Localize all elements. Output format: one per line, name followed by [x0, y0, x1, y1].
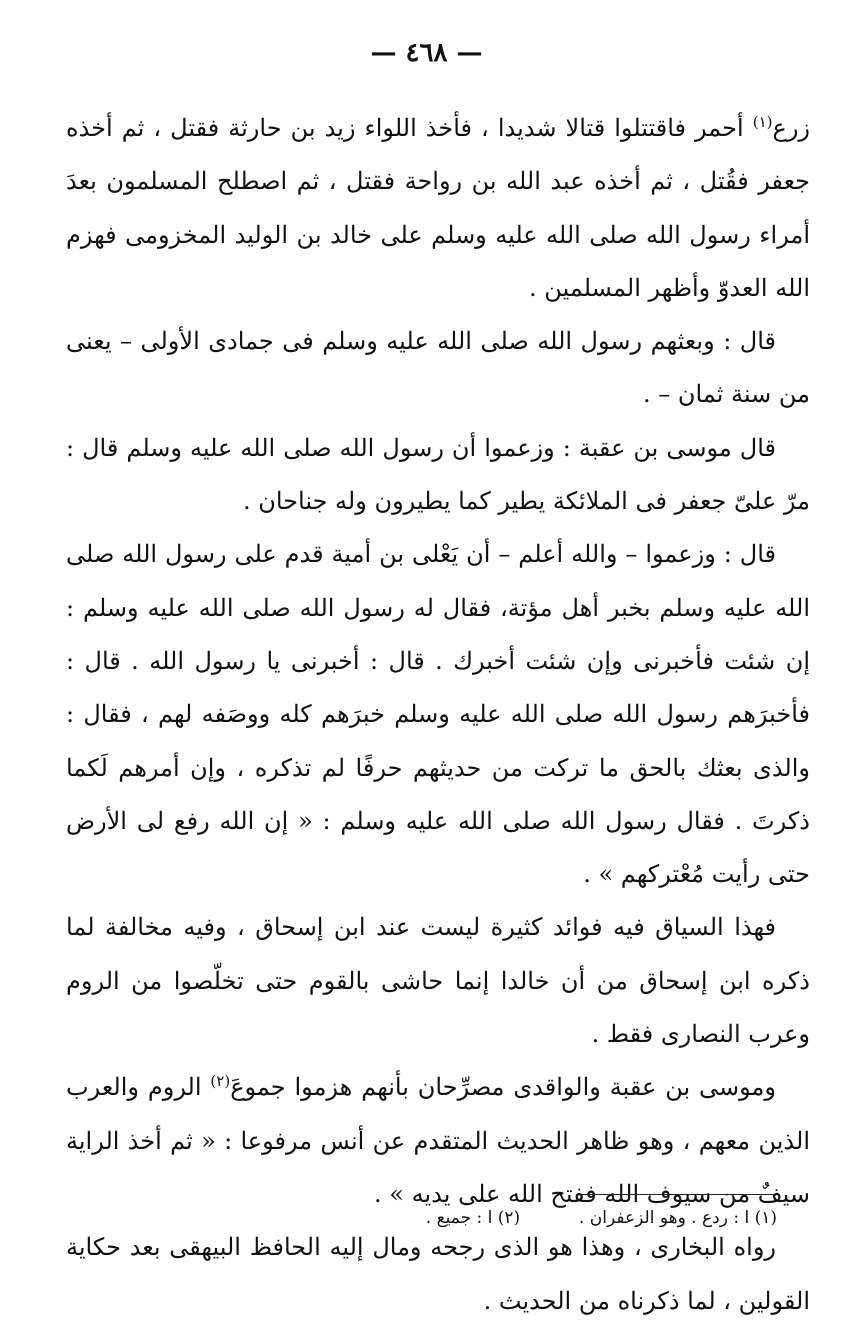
- paragraph: [66, 1061, 810, 1221]
- footnote-2: (٢) ا : جميع .: [425, 1208, 521, 1228]
- paragraph: [66, 315, 810, 422]
- footnote-1: (١) ا : ردع . وهو الزعفران .: [579, 1208, 777, 1228]
- paragraph-text: قال : وزعموا – والله أعلم – أن يَعْلى بن أمية قدم على رسول الله صلى الله عليه وسلم بخبر أهل مؤتة، فقال له رسول الله صلى الله عليه وسلم : إن شئت فأخبرنى وإن شئت أخبرك . قال : أخبرنى يا رسول الله . قال : فأخبرَهم رسول الله صلى الله عليه وسلم خبرَهم كله ووصَفه لهم ، فقال : والذى بعثك بالحق ما تركت من حديثهم حرفًا لم تذكره ، وإن أمرهم لَكما ذكرتَ . فقال رسول الله صلى الله عليه وسلم : « إن الله رفع لى الأرض حتى رأيت مُعْتركهم » .: [66, 540, 810, 889]
- paragraph-text: قال موسى بن عقبة : وزعموا أن رسول الله صلى الله عليه وسلم قال : مرّ علىّ جعفر فى الملائكة يطير كما يطيرون وله جناحان .: [66, 433, 810, 516]
- paragraph: [66, 422, 810, 529]
- paragraph-text: قال : وبعثهم رسول الله صلى الله عليه وسلم فى جمادى الأولى – يعنى من سنة ثمان – .: [66, 327, 810, 409]
- paragraph: [66, 901, 810, 1061]
- paragraph-text: وموسى بن عقبة والواقدى مصرِّحان بأنهم هزموا جموعَ: [230, 1073, 776, 1102]
- page-number: — ٤٦٨ —: [370, 38, 483, 68]
- footnotes: [257, 1200, 777, 1236]
- paragraph: [66, 102, 810, 315]
- footnote-divider: [579, 1194, 777, 1195]
- paragraph-text: رواه البخارى ، وهذا هو الذى رجحه ومال إليه الحافظ البيهقى بعد حكاية القولين ، لما ذكرناه من الحديث .: [66, 1233, 810, 1315]
- body-text: [66, 102, 810, 1328]
- paragraph-text: أحمر فاقتتلوا قتالا شديدا ، فأخذ اللواء زيد بن حارثة فقتل ، ثم أخذه جعفر فقُتل ، ثم أخذه عبد الله بن رواحة فقتل ، ثم اصطلح المسلمون بعدَ أمراء رسول الله صلى الله عليه وسلم على خالد بن الوليد المخزومى فهزم الله العدوّ وأظهر المسلمين .: [66, 114, 810, 302]
- paragraph-text: زرع: [772, 114, 810, 142]
- paragraph-text: الروم والعرب الذين معهم ، وهو ظاهر الحديث المتقدم عن أنس مرفوعا : « ثم أخذ الراية سيفٌ من سيوف الله ففتح الله على يديه » .: [66, 1073, 810, 1208]
- footnote-reference: (١): [752, 113, 773, 131]
- paragraph-text: فهذا السياق فيه فوائد كثيرة ليست عند ابن إسحاق ، وفيه مخالفة لما ذكره ابن إسحاق من أن خالدا إنما حاشى بالقوم حتى تخلّصوا من الروم وعرب النصارى فقط .: [66, 913, 810, 1049]
- paragraph: [66, 528, 810, 901]
- paragraph: [66, 1221, 810, 1328]
- footnote-reference: (٢): [210, 1072, 231, 1091]
